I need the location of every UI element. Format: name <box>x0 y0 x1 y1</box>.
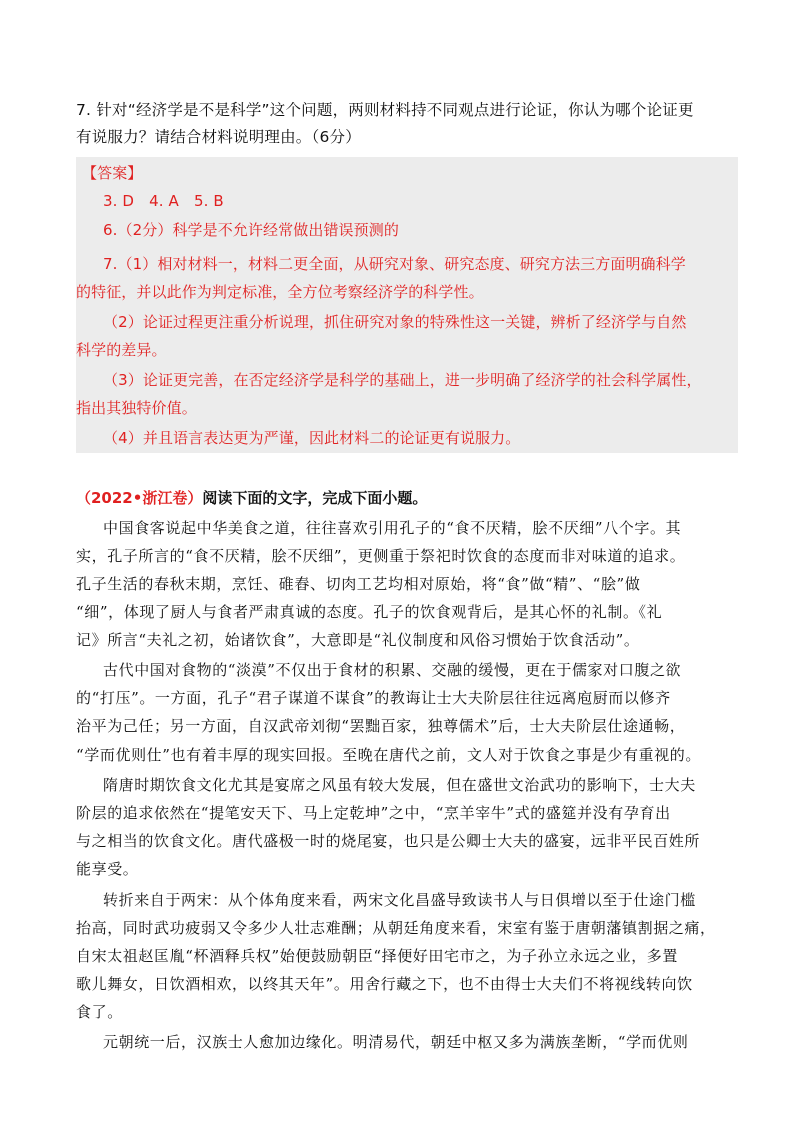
passage-line: “细”，体现了厨人与食者严肃真诚的态度。孔子的饮食观背后，是其心怀的礼制。《礼 <box>76 603 663 621</box>
answer-box <box>76 157 738 453</box>
answer-7-line: 科学的差异。 <box>76 341 167 359</box>
question-line: 有说服力？请结合材料说明理由。（6分） <box>76 128 361 146</box>
passage-line: 古代中国对食物的“淡漠”不仅出于食材的积累、交融的缓慢，更在于儒家对口腹之欲 <box>103 661 682 679</box>
passage-line: 阶层的追求依然在“提笔安天下、马上定乾坤”之中，“烹羊宰牛”式的盛筵并没有孕育出 <box>76 804 671 822</box>
answer-7-line: 7.（1）相对材料一，材料二更全面，从研究对象、研究态度、研究方法三方面明确科学 <box>103 255 686 273</box>
passage-line: 歌儿舞女，日饮酒相欢，以终其天年”。用舍行藏之下，也不由得士大夫们不将视线转向饮 <box>76 975 693 993</box>
passage-line: 能享受。 <box>76 860 139 878</box>
passage-line: 孔子生活的春秋末期，烹饪、碓舂、切肉工艺均相对原始，将“食”做“精”、“脍”做 <box>76 575 641 593</box>
answer-7-line: 指出其独特价值。 <box>76 399 197 417</box>
passage-line: 与之相当的饮食文化。唐代盛极一时的烧尾宴，也只是公卿士大夫的盛宴，远非平民百姓所 <box>76 832 701 850</box>
answer-3-5: 3. D 4. A 5. B <box>103 192 224 210</box>
passage-line: 元朝统一后，汉族士人愈加边缘化。明清易代，朝廷中枢又多为满族垄断，“学而优则 <box>103 1033 689 1051</box>
passage-line: 记》所言“夫礼之初，始诸饮食”，大意即是“礼仪制度和风俗习惯始于饮食活动”。 <box>76 631 640 649</box>
answer-7-line: 的特征，并以此作为判定标准，全方位考察经济学的科学性。 <box>76 283 484 301</box>
answer-7-line: （2）论证过程更注重分析说理，抓住研究对象的特殊性这一关键，辨析了经济学与自然 <box>103 313 687 331</box>
passage-line: 隋唐时期饮食文化尤其是宴席之风虽有较大发展，但在盛世文治武功的影响下，士大夫 <box>103 776 696 794</box>
passage-line: 自宋太祖赵匡胤“杯酒释兵权”始便鼓励朝臣“择便好田宅市之，为子孙立永远之业，多置 <box>76 947 679 965</box>
answer-6: 6.（2分）科学是不允许经常做出错误预测的 <box>103 221 399 239</box>
passage-line: 治平为己任；另一方面，自汉武帝刘彻“罢黜百家，独尊儒术”后，士大夫阶层仕途通畅， <box>76 717 686 735</box>
passage-line: “学而优则仕”也有着丰厚的现实回报。至晚在唐代之前，文人对于饮食之事是少有重视的。 <box>76 746 701 764</box>
passage-line: 的“打压”。一方面，孔子“君子谋道不谋食”的教诲让士大夫阶层往往远离庖厨而以修齐 <box>76 689 671 707</box>
passage-line: 中国食客说起中华美食之道，往往喜欢引用孔子的“食不厌精，脍不厌细”八个字。其 <box>103 519 682 537</box>
question-line: 7. 针对“经济学是不是科学”这个问题，两则材料持不同观点进行论证，你认为哪个论证更 <box>76 101 694 119</box>
passage-line: 抬高，同时武功疲弱又令多少人壮志难酬；从朝廷角度来看，宋室有鉴于唐朝藩镇割据之痛， <box>76 919 716 937</box>
answer-7-line: （4）并且语言表达更为严谨，因此材料二的论证更有说服力。 <box>103 429 521 447</box>
answer-tag: 【答案】 <box>82 164 143 182</box>
section-heading <box>76 487 427 508</box>
passage-line: 实，孔子所言的“食不厌精，脍不厌细”，更侧重于祭祀时饮食的态度而非对味道的追求。 <box>76 547 686 565</box>
passage-line: 转折来自于两宋：从个体角度来看，两宋文化昌盛导致读书人与日俱增以至于仕途门槛 <box>103 891 696 909</box>
exam-source: （2022•浙江卷） <box>76 489 203 507</box>
answer-7-line: （3）论证更完善，在否定经济学是科学的基础上，进一步明确了经济学的社会科学属性， <box>103 371 702 389</box>
question-7 <box>76 97 732 151</box>
section-instruction: 阅读下面的文字，完成下面小题。 <box>202 489 428 507</box>
passage-line: 食了。 <box>76 1003 123 1021</box>
